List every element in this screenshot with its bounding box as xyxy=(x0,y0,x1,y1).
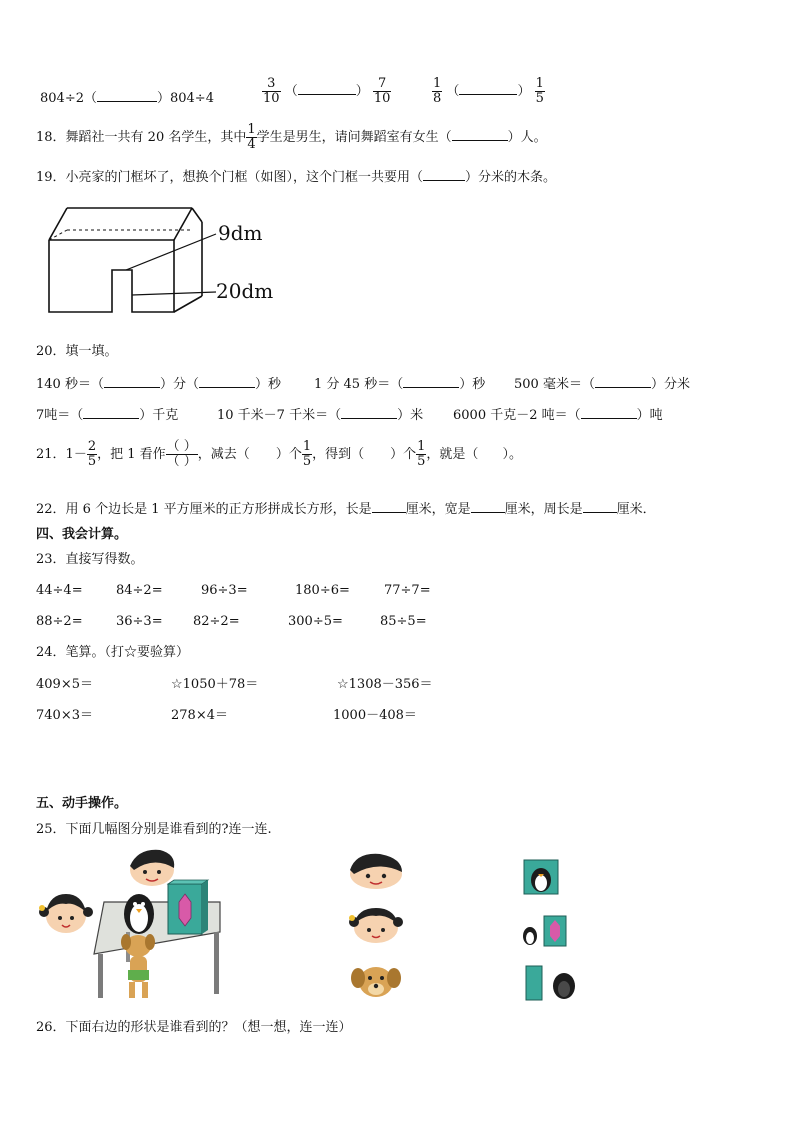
label-20dm: 20dm xyxy=(216,279,274,303)
fraction: $\frac{2}{5}$ xyxy=(87,439,97,469)
fraction: $\frac{3}{10}$ xyxy=(263,76,280,106)
q20-row1: 140 秒＝（ ）分（ ）秒 xyxy=(36,377,281,392)
q19-question: 19．小亮家的门框坏了，想换个门框（如图），这个门框一共要用（ ）分米的木条。 xyxy=(36,170,557,185)
q23-item: 96÷3= xyxy=(201,583,248,598)
answer-blank[interactable] xyxy=(104,375,160,388)
view-box-left-penguin-right xyxy=(526,966,575,1000)
q23-item: 77÷7= xyxy=(384,583,431,598)
q24-item: 740×3＝ xyxy=(36,708,93,723)
answer-blank[interactable] xyxy=(403,375,459,388)
fraction: $\frac{1}{5}$ xyxy=(417,439,426,469)
answer-blank[interactable] xyxy=(423,168,465,181)
q20-row2-b: 10 千米－7 千米＝（ ）米 xyxy=(217,408,424,423)
q18-question: 18．舞蹈社一共有 20 名学生，其中 $\frac{1}{4}$ 学生是男生，请问舞蹈室有女生（ ）人。 xyxy=(36,122,547,152)
fraction: $\frac{1}{5}$ xyxy=(302,439,312,469)
q17-compare-a: 804÷2（ ）804÷4 xyxy=(40,91,214,106)
answer-blank[interactable] xyxy=(298,82,356,95)
fraction: $\frac{1}{8}$ xyxy=(433,76,442,106)
girl-head-icon xyxy=(349,908,403,943)
label-9dm: 9dm xyxy=(218,221,263,245)
q23-item: 84÷2= xyxy=(116,583,163,598)
section-4-heading: 四、我会计算。 xyxy=(36,527,128,542)
answer-blank[interactable] xyxy=(583,500,617,513)
q24-item: 1000－408＝ xyxy=(333,708,417,723)
fraction: $\frac{1}{5}$ xyxy=(535,76,544,106)
q20-row1-c: 500 毫米＝（ ）分米 xyxy=(514,377,690,392)
q23-item: 44÷4= xyxy=(36,583,83,598)
q21-question: 21．1－ $\frac{2}{5}$ ，把 1 看作 $\frac{( )}{( )}$ ，减去（ ）个 $\frac{1}{5}$ ，得到（ ）个 $\frac{1}{5}$ ，就是（ ）。 xyxy=(36,439,522,469)
q25-scene-illustration xyxy=(34,842,230,1004)
fraction-blank[interactable]: $\frac{( )}{( )}$ xyxy=(166,439,197,469)
q24-item: 409×5＝ xyxy=(36,677,93,692)
q24-item: ☆1308－356＝ xyxy=(337,677,433,692)
answer-blank[interactable] xyxy=(595,375,651,388)
dog-head-icon xyxy=(351,967,401,997)
q20-row2: 7吨＝（ ）千克 xyxy=(36,408,179,423)
q17-compare-c: $\frac{1}{8}$ （ ） $\frac{1}{5}$ xyxy=(433,76,544,106)
q20-title: 20．填一填。 xyxy=(36,344,118,359)
fraction: $\frac{7}{10}$ xyxy=(373,76,391,106)
answer-blank[interactable] xyxy=(341,406,397,419)
answer-blank[interactable] xyxy=(372,500,406,513)
q23-item: 85÷5= xyxy=(380,614,427,629)
q20-row2-c: 6000 千克－2 吨＝（ ）吨 xyxy=(453,408,663,423)
q23-item: 180÷6= xyxy=(295,583,350,598)
boy-head-icon xyxy=(350,854,402,889)
q23-item: 82÷2= xyxy=(193,614,240,629)
view-box-penguin-front xyxy=(524,860,558,894)
section-5-heading: 五、动手操作。 xyxy=(36,796,128,811)
q20-row1-b: 1 分 45 秒＝（ ）秒 xyxy=(314,377,486,392)
q23-title: 23．直接写得数。 xyxy=(36,552,144,567)
view-penguin-left-box-right xyxy=(523,916,566,946)
q24-item: ☆1050＋78＝ xyxy=(171,677,259,692)
answer-blank[interactable] xyxy=(452,128,508,141)
answer-blank[interactable] xyxy=(459,82,517,95)
answer-blank[interactable] xyxy=(471,500,505,513)
answer-blank[interactable] xyxy=(199,375,255,388)
q23-item: 88÷2= xyxy=(36,614,83,629)
q25-title: 25．下面几幅图分别是谁看到的?连一连. xyxy=(36,822,272,837)
fraction: $\frac{1}{4}$ xyxy=(247,122,256,152)
q23-item: 300÷5= xyxy=(288,614,343,629)
answer-blank[interactable] xyxy=(581,406,637,419)
q17-compare-b: $\frac{3}{10}$ （ ） $\frac{7}{10}$ xyxy=(263,76,391,106)
q26-title: 26．下面右边的形状是谁看到的？（想一想，连一连） xyxy=(36,1020,352,1035)
q23-item: 36÷3= xyxy=(116,614,163,629)
q24-title: 24．笔算。（打☆要验算） xyxy=(36,645,190,660)
q25-views-column xyxy=(516,856,586,1006)
answer-blank[interactable] xyxy=(83,406,139,419)
q24-item: 278×4＝ xyxy=(171,708,228,723)
q25-viewers-column xyxy=(346,850,408,1004)
q22-question: 22．用 6 个边长是 1 平方厘米的正方形拼成长方形，长是 厘米，宽是 厘米，周长是 厘米． xyxy=(36,502,656,517)
door-frame-figure xyxy=(40,200,290,318)
answer-blank[interactable] xyxy=(97,89,157,102)
